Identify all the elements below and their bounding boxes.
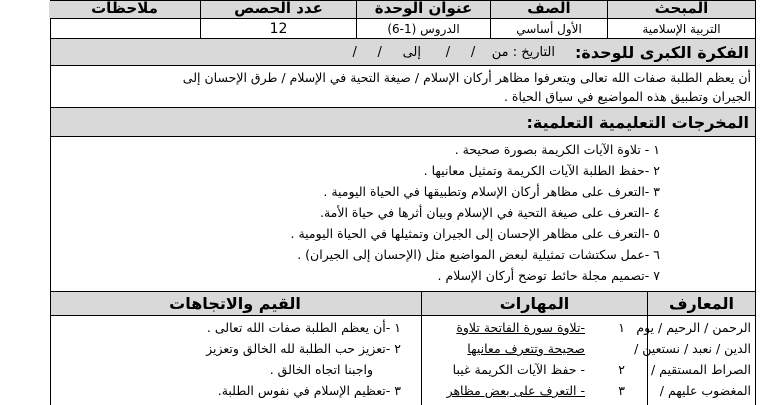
outcome-item: ١ - تلاوة الآيات الكريمة بصورة صحيحة . — [454, 142, 660, 157]
outcome-item: ٤ -التعرف على صيغة التحية في الإسلام وبيان أثرها في حياة الأمة. — [319, 205, 660, 220]
table-values-row — [50, 19, 756, 39]
value-line: ٢ -تعزيز حب الطلبة لله الخالق وتعزيز — [206, 341, 401, 356]
knowledge-header: المعارف — [647, 292, 755, 315]
knowledge-line: الصراط المستقيم / — [650, 362, 751, 377]
outcome-item: ٣ -التعرف على مظاهر أركان الإسلام وتطبيقها في الحياة اليومية . — [323, 184, 660, 199]
big-idea-text — [50, 66, 756, 108]
skill-number: ١ — [618, 320, 625, 335]
value-periods: 12 — [200, 19, 356, 38]
columns-body — [50, 316, 756, 405]
values-header: القيم والاتجاهات — [169, 294, 301, 313]
big-idea-heading-row — [50, 39, 756, 66]
outcomes-heading-row — [50, 108, 756, 137]
big-idea-heading: الفكرة الكبرى للوحدة: — [575, 43, 749, 62]
skill-line: - التعرف على بعض مظاهر — [446, 383, 585, 398]
knowledge-line: المغضوب عليهم / — [659, 383, 751, 398]
value-line: واجبنا اتجاه الخالق . — [269, 362, 373, 377]
outcome-item: ٧ -تصميم مجلة حائط توضح أركان الإسلام . — [437, 268, 660, 283]
columns-header-row — [50, 292, 756, 316]
knowledge-column — [634, 316, 755, 405]
big-idea-line-1: أن يعظم الطلبة صفات الله تعالى ويتعرفوا مظاهر أركان الإسلام / صيغة التحية في الإسلام / طرق الإحسان إلى — [182, 70, 751, 85]
header-notes: ملاحظات — [49, 1, 200, 18]
skill-number: ٢ — [618, 362, 625, 377]
value-grade: الأول أساسي — [490, 19, 607, 38]
skill-line: -تلاوة سورة الفاتحة تلاوة — [456, 320, 585, 335]
header-grade: الصف — [490, 1, 607, 18]
value-unit-title: الدروس (1-6) — [356, 19, 490, 38]
unit-plan-document — [50, 0, 756, 405]
skill-line: صحيحة وتتعرف معانيها — [467, 341, 585, 356]
knowledge-line: الدين / نعبد / نستعين / — [634, 341, 751, 356]
outcome-item: ٦ -عمل سكتشات تمثيلية لبعض المواضيع مثل (الإحسان إلى الجيران) . — [297, 247, 660, 262]
skills-column — [421, 316, 647, 405]
header-subject: المبحث — [607, 1, 755, 18]
value-subject: التربية الإسلامية — [607, 19, 755, 38]
skill-line: - حفظ الآيات الكريمة غيبا — [452, 362, 585, 377]
header-unit-title: عنوان الوحدة — [356, 1, 490, 18]
knowledge-line: الرحمن / الرحيم / يوم — [636, 320, 751, 335]
value-line: ١ -أن يعظم الطلبة صفات الله تعالى . — [206, 320, 401, 335]
table-header-row — [50, 0, 756, 19]
value-line: ٣ -تعظيم الإسلام في نفوس الطلبة. — [217, 383, 401, 398]
skills-header: المهارات — [421, 292, 647, 315]
skill-number: ٣ — [618, 383, 625, 398]
outcome-item: ٢ -حفظ الطلبة الآيات الكريمة وتمثيل معانيها . — [423, 163, 660, 178]
date-range: التاريخ : من / / إلى / / — [352, 45, 555, 60]
value-notes — [49, 19, 200, 38]
outcome-item: ٥ -التعرف على مظاهر الإحسان إلى الجيران وتمثيلها في الحياة اليومية . — [290, 226, 660, 241]
big-idea-line-2: الجيران وتطبيق هذه المواضيع في سياق الحياة . — [503, 89, 751, 104]
outcomes-heading: المخرجات التعليمية التعلمية: — [526, 113, 749, 132]
outcomes-list — [50, 137, 756, 292]
values-column — [49, 316, 421, 405]
header-periods: عدد الحصص — [200, 1, 356, 18]
